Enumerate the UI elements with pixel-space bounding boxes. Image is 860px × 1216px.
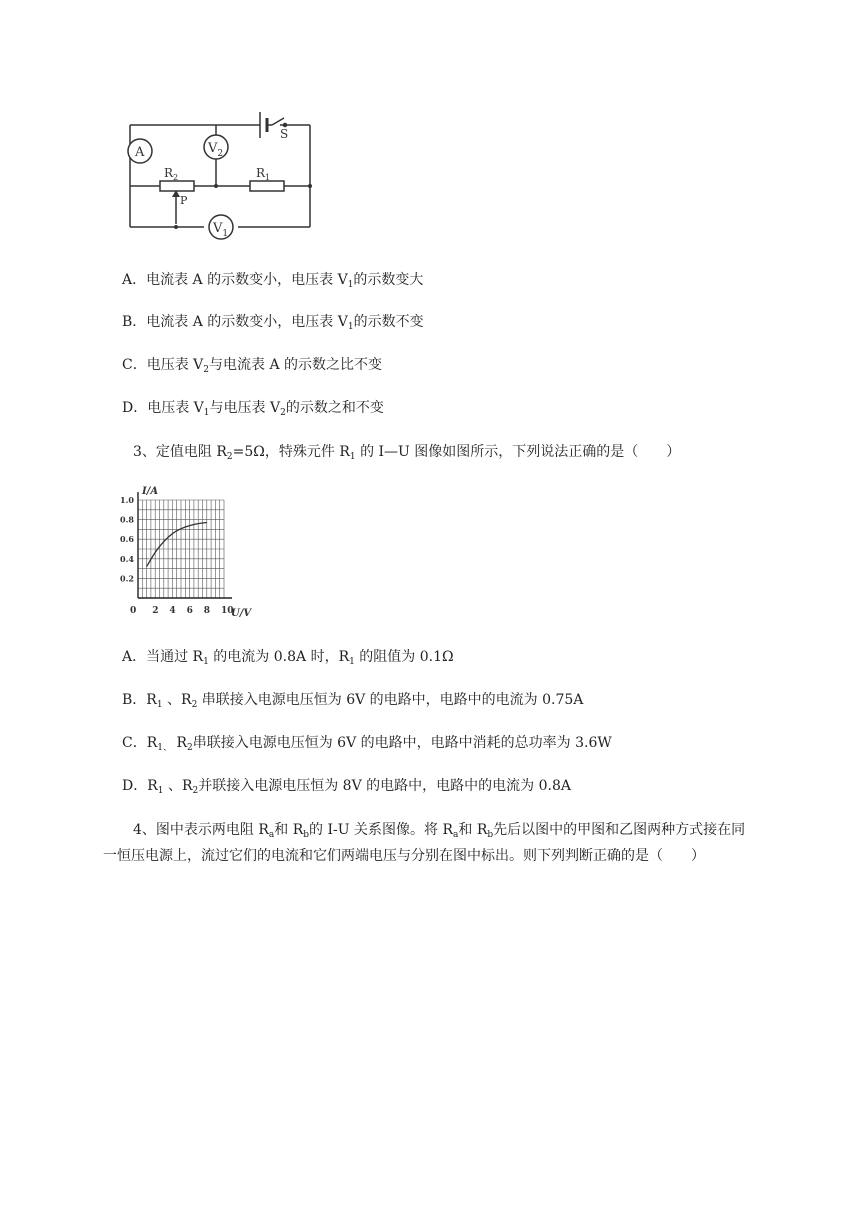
svg-text:R2: $R_2$	[164, 166, 179, 182]
y-axis-label: I/A	[142, 486, 159, 497]
q3-option-c: C．$R_{1、}$ $R_2$串联接入电源电压恒为 6V 的电路中，电路中消耗的总功率为 3.6W	[122, 735, 612, 753]
q3-option-b: B．$R_1$ 、$R_2$ 串联接入电源电压恒为 6V 的电路中，电路中的电流为 0.75A	[122, 692, 584, 710]
q2-option-d: D．电压表 $V_1$与电压表 $V_2$的示数之和不变	[122, 400, 384, 418]
svg-text:R1: $R_1$	[256, 166, 271, 182]
resistor-r2	[160, 181, 194, 191]
ammeter-icon	[128, 139, 152, 163]
switch-icon	[267, 118, 287, 127]
q3-option-d: D．$R_1$ 、$R_2$并联接入电源电压恒为 8V 的电路中，电路中的电流为 0.8A	[122, 778, 571, 796]
x-tick-label: 8	[203, 606, 211, 616]
ammeter-label: A	[135, 145, 145, 160]
y-tick-label: 0.6	[120, 534, 134, 545]
iu-chart	[118, 480, 258, 622]
x-axis-label: U/V	[231, 608, 252, 619]
q3-stem: 3、定值电阻 $R_2=5\Omega$，特殊元件 $R_1$ 的 I—U 图像如图所示，下列说法正确的是（ ）	[133, 444, 681, 462]
voltmeter-v2-icon	[204, 135, 228, 159]
x-tick-label: 0	[130, 606, 137, 616]
x-tick-label: 6	[186, 606, 193, 616]
q4-stem-line1: 4、图中表示两电阻 $R_a$和 $R_b$的 I-U 关系图像。将 $R_a$和 $R_b$先后以图中的甲图和乙图两种方式接在同	[133, 822, 746, 840]
slider-label: P	[180, 194, 188, 207]
y-tick-label: 1.0	[120, 495, 134, 505]
circuit-diagram	[118, 100, 328, 245]
y-tick-label: 0.2	[120, 573, 134, 584]
resistor-r1	[250, 181, 284, 191]
q2-option-c: C．电压表 $V_2$与电流表 A 的示数之比不变	[122, 357, 383, 375]
svg-text:V2: $V_2$	[208, 141, 224, 159]
q2-option-b: B．电流表 A 的示数变小，电压表 $V_1$的示数不变	[122, 314, 424, 332]
x-tick-label: 10	[221, 606, 234, 616]
y-tick-label: 0.8	[120, 514, 134, 525]
switch-label: S	[280, 127, 289, 141]
q4-stem-line2: 一恒压电源上，流过它们的电流和它们两端电压与分别在图中标出。则下列判断正确的是（ ）	[103, 848, 705, 864]
battery-icon	[260, 112, 267, 138]
x-tick-label: 2	[152, 606, 159, 616]
voltmeter-v1-icon	[209, 215, 233, 239]
svg-text:V1: $V_1$	[213, 221, 229, 239]
x-tick-label: 4	[169, 606, 176, 616]
q3-option-a: A．当通过 $R_1$ 的电流为 0.8A 时，$R_1$ 的阻值为 0.1Ω	[122, 649, 454, 667]
y-tick-label: 0.4	[120, 553, 134, 564]
q2-option-a: A．电流表 A 的示数变小，电压表 $V_1$的示数变大	[122, 272, 424, 290]
